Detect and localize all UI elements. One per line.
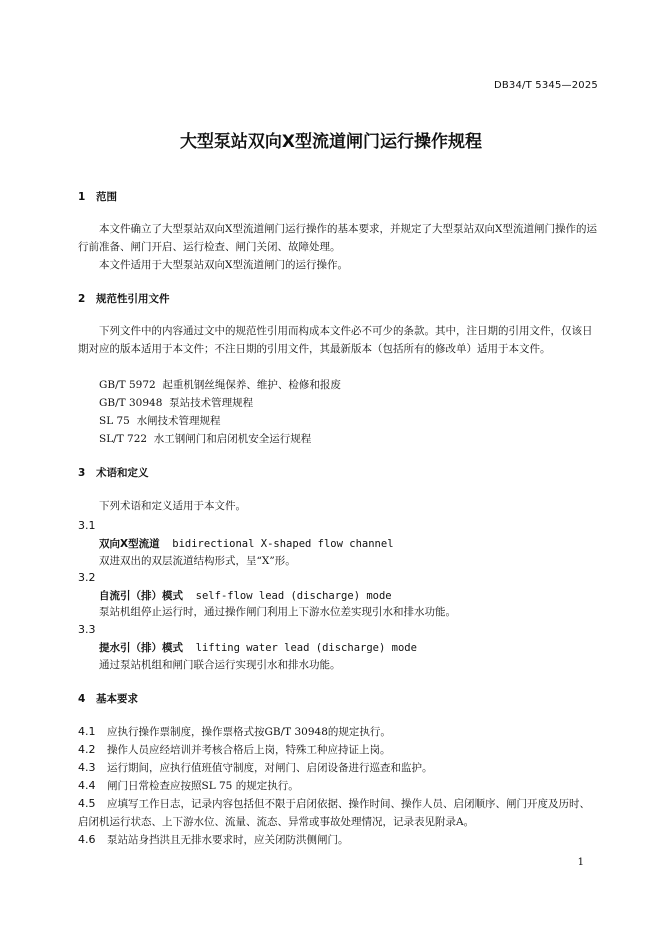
section-2-paragraph: 下列文件中的内容通过文中的规范性引用而构成本文件必不可少的条款。其中，注日期的引用文件，仅该日期对应的版本适用于本文件；不注日期的引用文件，其最新版本（包括所有的修改单）适用于本文件。 bbox=[78, 325, 593, 355]
normative-reference bbox=[99, 395, 253, 410]
requirement-item bbox=[78, 777, 598, 795]
term-definition: 泵站机组停止运行时，通过操作闸门利用上下游水位差实现引水和排水功能。 bbox=[99, 606, 456, 618]
requirement-item bbox=[78, 795, 598, 831]
section-4-heading bbox=[78, 691, 138, 706]
normative-reference bbox=[99, 431, 311, 446]
reference-name: 起重机钢丝绳保养、维护、检修和报废 bbox=[162, 379, 341, 391]
reference-code: GB/T 30948 bbox=[99, 397, 163, 409]
reference-code: GB/T 5972 bbox=[99, 379, 156, 391]
requirement-number: 4.5 bbox=[78, 797, 96, 810]
reference-code: SL 75 bbox=[99, 415, 130, 427]
section-title: 基本要求 bbox=[96, 693, 138, 705]
section-2-heading bbox=[78, 291, 170, 306]
term-english: self-flow lead (discharge) mode bbox=[195, 590, 392, 602]
term-entry bbox=[99, 536, 394, 551]
requirement-number: 4.4 bbox=[78, 779, 96, 792]
requirement-text: 运行期间，应执行值班值守制度，对闸门、启闭设备进行巡查和监护。 bbox=[107, 762, 433, 774]
normative-reference bbox=[99, 377, 341, 392]
reference-name: 水工钢闸门和启闭机安全运行规程 bbox=[153, 433, 312, 445]
term-chinese: 提水引（排）模式 bbox=[99, 642, 183, 654]
term-english: lifting water lead (discharge) mode bbox=[195, 642, 417, 654]
requirement-number: 4.2 bbox=[78, 743, 96, 756]
section-title: 范围 bbox=[96, 191, 117, 203]
requirement-item bbox=[78, 723, 598, 741]
normative-reference bbox=[99, 413, 221, 428]
requirement-item bbox=[78, 741, 598, 759]
section-number: 2 bbox=[78, 293, 86, 305]
requirement-text: 泵站站身挡洪且无排水要求时，应关闭防洪侧闸门。 bbox=[107, 834, 349, 846]
term-entry bbox=[99, 588, 392, 603]
requirement-number: 4.6 bbox=[78, 833, 96, 846]
term-definition: 双进双出的双层流道结构形式，呈“X”形。 bbox=[99, 555, 296, 567]
document-title: 大型泵站双向X型流道闸门运行操作规程 bbox=[179, 132, 483, 152]
page-number: 1 bbox=[577, 857, 584, 868]
reference-name: 水闸技术管理规程 bbox=[136, 415, 221, 427]
requirement-number: 4.3 bbox=[78, 761, 96, 774]
requirement-text: 操作人员应经培训并考核合格后上岗，特殊工种应持证上岗。 bbox=[107, 744, 391, 756]
section-number: 4 bbox=[78, 693, 86, 705]
term-entry bbox=[99, 640, 417, 655]
section-title: 术语和定义 bbox=[96, 467, 149, 479]
term-number: 3.2 bbox=[78, 571, 96, 584]
section-number: 3 bbox=[78, 467, 86, 479]
term-chinese: 自流引（排）模式 bbox=[99, 590, 183, 602]
requirement-text: 应执行操作票制度，操作票格式按GB/T 30948的规定执行。 bbox=[107, 726, 391, 738]
requirement-item bbox=[78, 831, 598, 849]
requirement-text: 应填写工作日志，记录内容包括但不限于启闭依据、操作时间、操作人员、启闭顺序、闸门开度及历时、启闭机运行状态、上下游水位、流量、流态、异常或事故处理情况，记录表见附录A。 bbox=[78, 798, 590, 828]
section-title: 规范性引用文件 bbox=[96, 293, 170, 305]
section-3-heading bbox=[78, 465, 149, 480]
section-number: 1 bbox=[78, 191, 86, 203]
term-chinese: 双向X型流道 bbox=[99, 538, 160, 550]
requirement-number: 4.1 bbox=[78, 725, 96, 738]
section-3-intro: 下列术语和定义适用于本文件。 bbox=[99, 500, 246, 512]
requirement-text: 闸门日常检查应按照SL 75 的规定执行。 bbox=[107, 780, 299, 792]
document-number: DB34/T 5345—2025 bbox=[493, 80, 598, 91]
section-1-paragraph-2: 本文件适用于大型泵站双向X型流道闸门的运行操作。 bbox=[99, 259, 348, 271]
reference-name: 泵站技术管理规程 bbox=[169, 397, 254, 409]
term-number: 3.3 bbox=[78, 623, 96, 636]
term-definition: 通过泵站机组和闸门联合运行实现引水和排水功能。 bbox=[99, 659, 341, 671]
reference-code: SL/T 722 bbox=[99, 433, 148, 445]
term-number: 3.1 bbox=[78, 519, 96, 532]
section-1-paragraph-1: 本文件确立了大型泵站双向X型流道闸门运行操作的基本要求，并规定了大型泵站双向X型流道闸门操作的运行前准备、闸门开启、运行检查、闸门关闭、故障处理。 bbox=[78, 223, 597, 253]
section-1-heading bbox=[78, 189, 117, 204]
term-english: bidirectional X-shaped flow channel bbox=[172, 538, 394, 550]
requirement-item bbox=[78, 759, 598, 777]
